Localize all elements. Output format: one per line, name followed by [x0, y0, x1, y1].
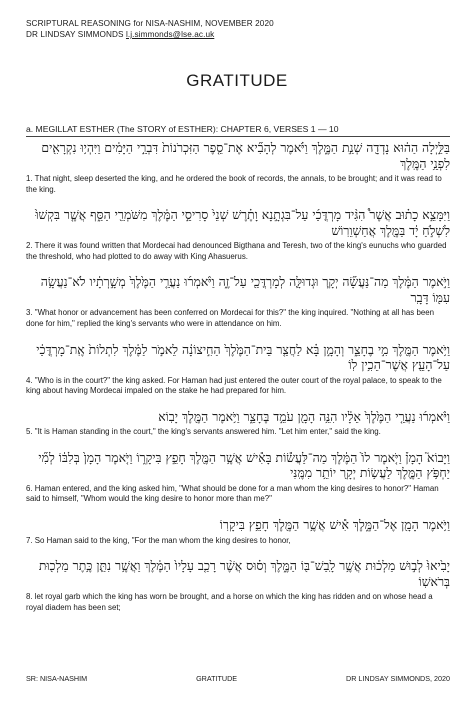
page-title: GRATITUDE [186, 71, 288, 90]
verse-2 [26, 207, 450, 262]
verse-3 [26, 274, 450, 329]
verse-hebrew-text: וַיִּמָּצֵ֣א כָת֗וּב אֲשֶׁר֩ הִגִּ֨יד מָרְדֳּכַ֜י עַל־בִּגְתָ֣נָא וָתֶ֗רֶשׁ שְׁנֵי֙ סָרִיסֵ֣י הַמֶּ֔לֶךְ מִשֹּׁמְרֵ֖י הַסַּ֑ף אֲשֶׁ֤ר בִּקְשׁוּ֙ לִשְׁלֹ֣חַ יָ֔ד בַּמֶּ֖לֶךְ אֲחַשְׁוֵרֽוֹשׁ [35, 207, 450, 238]
document-header [26, 18, 274, 40]
verse-1 [26, 140, 450, 195]
footer-right: DR LINDSAY SIMMONDS, 2020 [346, 674, 450, 683]
verse-english-text: 8. let royal garb which the king has worn be brought, and a horse on which the king has ridden and on whose head a royal diadem has been set; [26, 592, 433, 612]
verse-hebrew-text: יָבִ֙יאוּ֙ לְב֣וּשׁ מַלְכ֔וּת אֲשֶׁ֥ר לָֽבַשׁ־בּ֖וֹ הַמֶּ֑לֶךְ וְס֗וּס אֲשֶׁ֨ר רָכַ֤ב עָלָיו֙ הַמֶּ֔לֶךְ וַאֲשֶׁ֥ר נִתַּ֛ן כֶּ֥תֶר מַלְכ֖וּת בְּרֹאשֽׁוֹ [38, 558, 450, 589]
verse-7 [26, 517, 450, 546]
verse-6 [26, 450, 450, 505]
verse-hebrew-text: בַּלַּ֣יְלָה הַה֔וּא נָדְדָ֖ה שְׁנַ֣ת הַמֶּ֑לֶךְ וַיֹּ֗אמֶר לְהָבִ֞יא אֶת־סֵ֤פֶר הַזִּכְרֹנוֹת֙ דִּבְרֵ֣י הַיָּמִ֔ים וַיִּהְי֥וּ נִקְרָאִ֖ים לִפְנֵ֥י הַמֶּֽלֶךְ [41, 140, 450, 171]
verse-english-text: 1. That night, sleep deserted the king, and he ordered the book of records, the annals, to be brought; and it was read to the king. [26, 174, 442, 194]
header-author-line [26, 29, 274, 40]
verse-english-text: 2. There it was found written that Mordecai had denounced Bigthana and Teresh, two of the king's eunuchs who guarded the threshold, who had plotted to do away with King Ahasuerus. [26, 241, 447, 261]
verse-5 [26, 409, 450, 438]
verse-8 [26, 558, 450, 613]
verse-english-text: 5. "It is Haman standing in the court," the king's servants answered him. "Let him enter," said the king. [26, 427, 381, 437]
verse-hebrew-text: וַיֹּ֣אמֶר הַמֶּ֔לֶךְ מַה־נַּעֲשָׂ֞ה יְקָ֧ר וּגְדוּלָּ֛ה לְמָרְדֳּכַ֖י עַל־זֶ֑ה וַיֹּ֨אמְר֜וּ נַעֲרֵ֤י הַמֶּ֙לֶךְ֙ מְשָׁ֣רְתָ֔יו לֹא־נַעֲשָׂ֥ה עִמּ֖וֹ דָּבָֽר [40, 274, 450, 305]
verse-list [26, 140, 450, 625]
section-heading: a. MEGILLAT ESTHER (The STORY of ESTHER): CHAPTER 6, VERSES 1 — 10 [26, 124, 450, 137]
verse-english-text: 7. So Haman said to the king, "For the man whom the king desires to honor, [26, 535, 291, 545]
verse-hebrew-text: וַיֹּ֨אמְר֜וּ נַעֲרֵ֤י הַמֶּ֙לֶךְ֙ אֵלָ֔יו הִנֵּ֥ה הָמָ֖ן עֹמֵ֣ד בֶּחָצֵ֑ר וַיֹּ֥אמֶר הַמֶּ֖לֶךְ יָבֽוֹא [158, 408, 450, 424]
verse-hebrew-text: וַיָּבוֹא֮ הָמָן֒ וַיֹּ֤אמֶר לוֹ֙ הַמֶּ֔לֶךְ מַה־לַּעֲשׂ֕וֹת בָּאִ֕ישׁ אֲשֶׁ֥ר הַמֶּ֖לֶךְ חָפֵ֣ץ בִּיקָר֑וֹ וַיֹּ֤אמֶר הָמָן֙ בְּלִבּ֔וֹ לְמִ֞י יַחְפֹּ֥ץ הַמֶּ֛לֶךְ לַעֲשׂ֥וֹת יְקָ֖ר יוֹתֵ֥ר מִמֶּֽנִּי [38, 449, 450, 481]
verse-hebrew-text: וַיֹּ֥אמֶר הַמֶּ֖לֶךְ מִ֣י בֶחָצֵ֑ר וְהָמָ֣ן בָּ֗א לַחֲצַ֤ר בֵּית־הַמֶּ֙לֶךְ֙ הַחִ֣יצוֹנָ֔ה לֵאמֹ֣ר לַמֶּ֔לֶךְ לִתְלוֹת֙ אֶֽת־מָרְדֳּכַ֔י עַל־הָעֵ֖ץ אֲשֶׁר־הֵכִ֥ין לֽוֹ [36, 341, 450, 373]
author-email-link[interactable]: l.j.simmonds@lse.ac.uk [125, 30, 215, 39]
verse-english-text: 3. "What honor or advancement has been conferred on Mordecai for this?" the king inquired. "Nothing at all has been done for him," replied the king's servants who were in attendance on him. [26, 308, 435, 328]
footer-left: SR: NISA-NASHIM [26, 674, 88, 683]
header-author-name: DR LINDSAY SIMMONDS [26, 30, 126, 39]
verse-english-text: 4. "Who is in the court?" the king asked. For Haman had just entered the outer court of the royal palace, to speak to the king about having Mordecai impaled on the stake he had prepared for him. [26, 375, 442, 396]
footer-center: GRATITUDE [196, 674, 238, 683]
header-event-line: SCRIPTURAL REASONING for NISA-NASHIM, NOVEMBER 2020 [26, 19, 274, 28]
page-footer [26, 674, 450, 683]
verse-4 [26, 342, 450, 397]
verse-english-text: 6. Haman entered, and the king asked him, "What should be done for a man whom the king desires to honor?" Haman said to himself, "Whom would the king desire to honor more than me?" [26, 483, 439, 504]
verse-hebrew-text: וַיֹּ֥אמֶר הָמָ֖ן אֶל־הַמֶּ֑לֶךְ אִ֕ישׁ אֲשֶׁ֥ר הַמֶּ֖לֶךְ חָפֵ֥ץ בִּיקָרֽוֹ [219, 517, 450, 533]
